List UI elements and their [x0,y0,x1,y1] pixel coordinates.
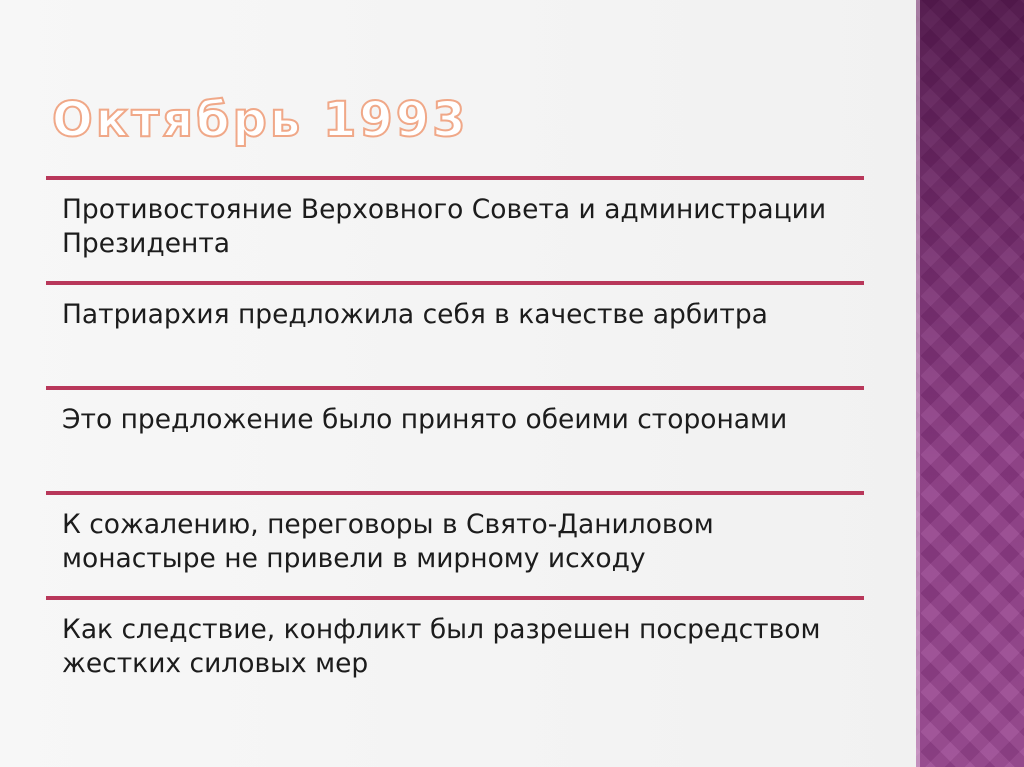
list-item [46,596,864,701]
list-item [46,176,864,281]
list-item-text: Как следствие, конфликт был разрешен посредством жестких силовых мер [62,614,821,679]
list-item-text: К сожалению, переговоры в Свято-Даниловом монастыре не привели в мирному исходу [62,509,714,574]
list-item-text: Противостояние Верховного Совета и администрации Президента [62,194,827,259]
bullet-list [46,176,864,701]
list-item-text: Патриархия предложила себя в качестве арбитра [62,299,768,330]
decorative-side-panel [916,0,1024,767]
list-item [46,386,864,491]
list-item [46,281,864,386]
slide-title: Октябрь 1993 [52,92,469,148]
list-item [46,491,864,596]
list-item-text: Это предложение было принято обеими сторонами [62,404,788,435]
